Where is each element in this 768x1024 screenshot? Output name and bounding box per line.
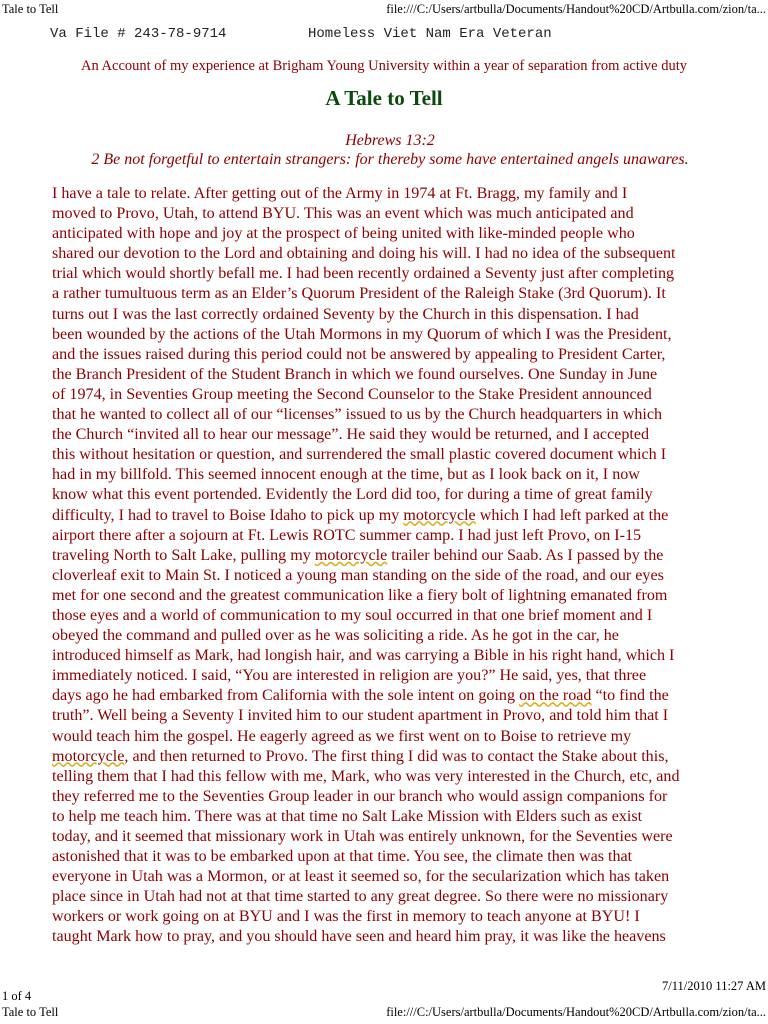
next-page-header-title: Tale to Tell [2,1005,59,1019]
va-file-line [50,26,610,42]
spellcheck-flagged-word: motorcycle [403,506,476,524]
print-header [0,1,768,17]
body-line: obeyed the command and pulled over as he was soliciting a ride. As he got in the car, he [52,627,619,645]
verse-reference: Hebrews 13:2 [345,132,435,149]
body-line: would teach him the gospel. He eagerly agreed as we first went on to Boise to retrieve my [52,727,632,745]
body-line: traveling North to Salt Lake, pulling my motorcycle trailer behind our Saab. As I passed by the [52,546,664,564]
body-line: today, and it seemed that missionary work in Utah was entirely unknown, for the Seventies were [52,828,673,845]
body-line: that he wanted to collect all of our “licenses” issued to us by the Church headquarters in which [52,406,663,424]
body-line: everyone in Utah was a Mormon, or at least it seemed so, for the secularization which has taken [52,868,670,886]
body-line: know what this event portended. Evidently the Lord did too, for during a time of great family [52,486,653,504]
spellcheck-flagged-word: motorcycle [314,546,388,564]
body-line: of 1974, in Seventies Group meeting the Second Counselor to the Stake President announced [52,385,652,403]
body-line: truth”. Well being a Seventy I invited him to our student apartment in Provo, and told him that I [52,707,669,725]
page-title: A Tale to Tell [325,86,443,110]
next-page-header [0,1004,768,1020]
body-line: trial which would shortly befall me. I had been recently ordained a Seventy just after completing [52,265,675,283]
body-line: I have a tale to relate. After getting out of the Army in 1974 at Ft. Bragg, my family and I [52,185,628,202]
verse-text: 2 Be not forgetful to entertain strangers: for thereby some have entertained angels unawares. [91,151,689,168]
spellcheck-flagged-word: motorcycle [52,747,125,765]
body-text [52,184,768,948]
body-line: workers or work going on at BYU and I was the first in memory to teach anyone at BYU! I [52,908,640,926]
body-line: met for one second and the greatest communication like a fiery bolt of lightning emanated from [52,586,668,604]
body-line: airport there after a sojourn at Ft. Lewis ROTC summer camp. I had just left Provo, on I-15 [52,526,642,544]
body-line: telling them that I had this fellow with me, Mark, who was very interested in the Church, etc, and [52,767,680,785]
body-line: anticipated with hope and joy at the prospect of being united with like-minded people who [52,225,635,243]
body-line: shared our devotion to the Lord and obtaining and doing his will. I had no idea of the subsequent [52,245,676,263]
body-line: a rather tumultuous term as an Elder’s Quorum President of the Raleigh Stake (3rd Quorum). It [52,285,666,303]
spellcheck-flagged-word: on the road [519,687,592,705]
page-number: 1 of 4 [2,989,32,1003]
body-line: astonished that it was to be embarked upon at that time. You see, the climate then was that [52,848,633,866]
body-line: introduced himself as Mark, had longish hair, and was carrying a Bible in his right hand, which I [52,647,675,665]
body-line: the Branch President of the Student Branch in which we found ourselves. One Sunday in June [52,365,658,383]
body-line: they referred me to the Seventies Group leader in our branch who would assign companions for [52,787,668,805]
veteran-status: Homeless Viet Nam Era Veteran [308,26,552,42]
print-header-url: file:///C:/Users/artbulla/Documents/Handout%20CD/Artbulla.com/zion/ta... [386,2,766,16]
print-footer [0,980,768,1004]
body-line: moved to Provo, Utah, to attend BYU. This was an event which was much anticipated and [52,205,634,223]
print-timestamp: 7/11/2010 11:27 AM [662,979,766,993]
body-line: difficulty, I had to travel to Boise Idaho to pick up my motorcycle which I had left parked at the [52,506,669,524]
body-line: been wounded by the actions of the Utah Mormons in my Quorum of which I was the President, [52,325,672,343]
next-page-header-url: file:///C:/Users/artbulla/Documents/Handout%20CD/Artbulla.com/zion/ta... [386,1005,766,1019]
body-line: had in my billfold. This seemed innocent enough at the time, but as I look back on it, I now [52,466,640,484]
body-line: and the issues raised during this period could not be answered by appealing to President Carter, [52,345,666,363]
body-line: cloverleaf exit to Main St. I noticed a young man standing on the side of the road, and our eyes [52,566,664,584]
body-line: to help me teach him. There was at that time no Salt Lake Mission with Elders such as exist [52,807,643,825]
body-line: this without hesitation or question, and surrendered the small plastic covered document which I [52,446,667,464]
body-line: the Church “invited all to hear our message”. He said they would be returned, and I accepted [52,426,650,444]
body-line: place since in Utah had not at that time started to any great degree. So there were no missionary [52,888,669,906]
body-line: taught Mark how to pray, and you should have seen and heard him pray, it was like the heavens [52,928,666,946]
body-line: days ago he had embarked from California with the sole intent on going on the road “to find the [52,687,669,705]
body-line: immediately noticed. I said, “You are interested in religion are you?” He said, yes, that three [52,667,647,685]
body-line: motorcycle, and then returned to Provo. The first thing I did was to contact the Stake about this, [52,747,669,765]
body-line: turns out I was the last correctly ordained Seventy by the Church in this dispensation. I had [52,305,639,323]
body-line: those eyes and a world of communication to my soul occurred in that one brief moment and I [52,606,653,624]
va-file-number: Va File # 243-78-9714 [50,26,227,42]
intro-line: An Account of my experience at Brigham Young University within a year of separation from active duty [80,58,688,74]
print-header-title: Tale to Tell [2,2,59,16]
